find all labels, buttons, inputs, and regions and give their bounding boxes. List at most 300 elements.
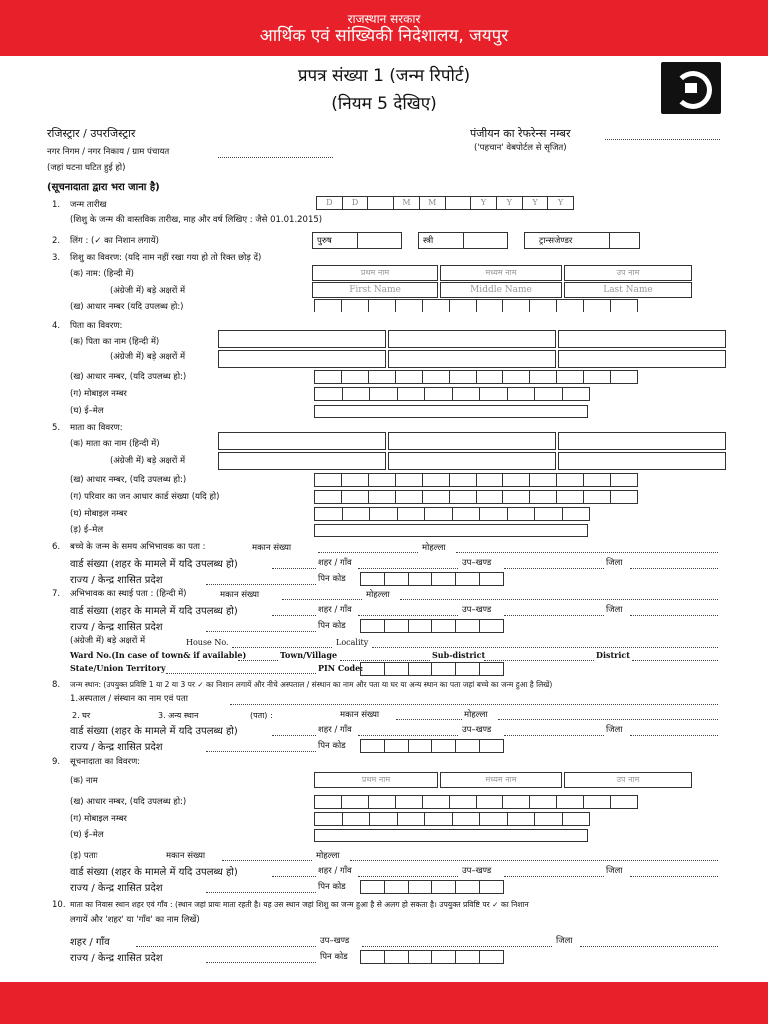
q6-district-field[interactable] [630,567,718,569]
mother-email-label: (ड़) ई–मेल [70,525,104,535]
grid-cell[interactable] [370,507,398,521]
grid-cell[interactable] [508,507,536,521]
q9-district-label: जिला [606,866,623,876]
grid-cell[interactable] [432,662,456,676]
q4-number: 4. [52,321,61,331]
grid-cell[interactable] [342,795,369,809]
father-email-field[interactable] [314,405,588,418]
reference-field[interactable] [605,138,720,140]
father-middle-hindi[interactable] [388,330,556,348]
grid-cell[interactable] [342,299,369,313]
mother-first-eng[interactable] [218,452,386,470]
q10-city-field[interactable] [136,945,316,947]
grid-cell[interactable] [396,473,423,487]
informant-mobile-label: (ग) मोबाइल नम्बर [70,814,127,824]
q9-mohalla-label: मोहल्ला [316,851,340,861]
grid-cell[interactable] [453,387,481,401]
grid-cell[interactable] [409,619,433,633]
grid-cell[interactable] [503,473,530,487]
grid-cell[interactable] [385,619,409,633]
q8-ward-label: वार्ड संख्या (शहर के मामले में यदि उपलब्ध हो) [70,726,238,737]
informant-fill-heading: (सूचनादाता द्वारा भरा जाना है) [47,182,160,193]
q9-subdivision-label: उप–खण्ड [462,866,492,876]
q6-subdivision-label: उप–खण्ड [462,558,492,568]
grid-cell[interactable] [611,473,638,487]
grid-cell[interactable] [385,880,409,894]
q8-pin-grid[interactable] [360,739,504,753]
grid-cell[interactable] [584,490,611,504]
logo-icon [661,62,721,114]
grid-cell[interactable] [314,387,343,401]
janaadhaar-label: (ग) परिवार का जन आधार कार्ड संख्या (यदि हो) [70,492,220,502]
grid-cell[interactable] [314,507,343,521]
grid-cell[interactable] [432,619,456,633]
grid-cell[interactable] [477,473,504,487]
q5-number: 5. [52,423,61,433]
q7-pin-grid[interactable] [360,619,504,633]
grid-cell[interactable] [425,507,453,521]
q9-subdivision-field[interactable] [504,875,604,877]
q1-number: 1. [52,200,61,210]
q6-label: बच्चे के जन्म के समय अभिभावक का पता : [70,542,206,552]
department-name: आर्थिक एवं सांख्यिकी निदेशालय, जयपुर [259,26,509,46]
date-cell[interactable] [446,196,472,210]
date-cell[interactable]: D [316,196,343,210]
mother-middle-eng[interactable] [388,452,556,470]
q7-town-eng-field[interactable] [340,659,430,661]
grid-cell[interactable] [477,795,504,809]
informant-address-label: (ड़) पताः [70,851,98,861]
grid-cell[interactable] [360,572,385,586]
date-cell[interactable]: Y [471,196,497,210]
grid-cell[interactable] [557,473,584,487]
grid-cell[interactable] [385,739,409,753]
q2-label: लिंग : (✓ का निशान लगायें) [70,236,159,246]
grid-cell[interactable] [425,812,453,826]
grid-cell[interactable] [423,370,450,384]
grid-cell[interactable] [557,370,584,384]
child-middle-name-hindi[interactable]: मध्यम नाम [440,265,562,281]
q7-town-eng-label: Town/Village [280,650,338,660]
father-middle-eng[interactable] [388,350,556,368]
grid-cell[interactable] [530,370,557,384]
grid-cell[interactable] [398,507,426,521]
grid-cell[interactable] [530,490,557,504]
q8-district-field[interactable] [630,734,718,736]
grid-cell[interactable] [508,387,536,401]
q6-house-field[interactable] [318,551,418,553]
grid-cell[interactable] [480,572,504,586]
grid-cell[interactable] [530,795,557,809]
grid-cell[interactable] [425,387,453,401]
grid-cell[interactable] [409,880,433,894]
grid-cell[interactable] [432,950,456,964]
grid-cell[interactable] [314,370,342,384]
grid-cell[interactable] [343,507,371,521]
q7-state-field[interactable] [206,630,316,632]
mother-last-eng[interactable] [558,452,726,470]
gender-female-box[interactable] [418,232,508,249]
grid-cell[interactable] [584,795,611,809]
grid-cell[interactable] [343,387,371,401]
child-name-hindi-label: (क) नाम: (हिन्दी में) [70,269,134,279]
q8-mohalla-field[interactable] [498,718,718,720]
q8-label: जन्म स्थान: (उपयुक्त प्रविष्टि 1 या 2 या 3 पर ✓ का निशान लगायें और नीचे अस्पताल / संस्थान का नाम और पता या घर या अन्य स्थान का पता जहां बच्चे का जन्म हुआ है लिखें) [70,680,553,689]
q7-house-eng-field[interactable] [232,646,332,648]
q8-other-label: 3. अन्य स्थान [158,711,199,720]
grid-cell[interactable] [456,662,480,676]
date-cell[interactable]: D [343,196,369,210]
q6-mohalla-field[interactable] [456,551,718,553]
father-mobile-grid[interactable] [314,387,590,401]
q7-city-field[interactable] [358,614,458,616]
q7-label: अभिभावक का स्थाई पता : (हिन्दी में) [70,589,187,599]
father-first-hindi[interactable] [218,330,386,348]
grid-cell[interactable] [563,507,591,521]
q9-house-label: मकान संख्या [166,851,206,861]
q10-subdivision-field[interactable] [362,945,552,947]
informant-name-label: (क) नाम [70,776,98,786]
grid-cell[interactable] [385,662,409,676]
father-mobile-label: (ग) मोबाइल नम्बर [70,389,127,399]
grid-cell[interactable] [398,812,426,826]
informant-middle-name[interactable]: मध्यम नाम [440,772,562,788]
grid-cell[interactable] [456,572,480,586]
grid-cell[interactable] [557,490,584,504]
grid-cell[interactable] [342,490,369,504]
grid-cell[interactable] [477,299,504,313]
grid-cell[interactable] [480,739,504,753]
child-last-name-hindi[interactable]: उप नाम [564,265,692,281]
grid-cell[interactable] [450,299,477,313]
q6-district-label: जिला [606,558,623,568]
q8-home-label: 2. घर [72,711,91,720]
grid-cell[interactable] [314,490,342,504]
q7-ward-label: वार्ड संख्या (शहर के मामले में यदि उपलब्ध हो) [70,606,238,617]
q9-ward-field[interactable] [272,875,316,877]
q9-city-label: शहर / गाँव [318,866,352,876]
q8-mohalla-label: मोहल्ला [464,710,488,720]
grid-cell[interactable] [432,880,456,894]
grid-cell[interactable] [530,473,557,487]
grid-cell[interactable] [370,387,398,401]
q5-label: माता का विवरण: [70,423,123,433]
grid-cell[interactable] [360,739,385,753]
grid-cell[interactable] [409,950,433,964]
q9-district-field[interactable] [630,875,718,877]
grid-cell[interactable] [396,299,423,313]
grid-cell[interactable] [456,950,480,964]
q8-house-field[interactable] [396,718,462,720]
grid-cell[interactable] [611,490,638,504]
q7-pin-eng-grid[interactable] [360,662,504,676]
mother-aadhaar-label: (ख) आधार नम्बर, (यदि उपलब्ध हो:) [70,475,187,485]
grid-cell[interactable] [453,507,481,521]
q6-state-label: राज्य / केन्द्र शासित प्रदेश [70,575,163,586]
q7-ward-eng-label: Ward No.(In case of town& if available) [70,650,247,660]
grid-cell[interactable] [530,299,557,313]
q10-label2: लगायें और 'शहर' या 'गाँव' का नाम लिखें) [70,915,200,925]
grid-cell[interactable] [456,739,480,753]
grid-cell[interactable] [398,387,426,401]
q9-house-field[interactable] [222,859,312,861]
gender-trans-label: ट्रान्सजेण्डर [539,236,573,246]
grid-cell[interactable] [369,473,396,487]
grid-cell[interactable] [480,387,508,401]
q8-hospital-field[interactable] [230,703,718,705]
grid-cell[interactable] [369,299,396,313]
child-last-name-eng[interactable]: Last Name [564,282,692,298]
grid-cell[interactable] [450,795,477,809]
q8-ward-field[interactable] [272,734,316,736]
date-cell[interactable]: Y [497,196,523,210]
grid-cell[interactable] [535,812,563,826]
grid-cell[interactable] [557,299,584,313]
q10-district-label: जिला [556,936,573,946]
grid-cell[interactable] [423,299,450,313]
grid-cell[interactable] [480,507,508,521]
father-first-eng[interactable] [218,350,386,368]
mother-aadhaar-grid[interactable] [314,473,638,487]
q10-district-field[interactable] [580,945,718,947]
grid-cell[interactable] [503,370,530,384]
gender-male-box[interactable] [312,232,402,249]
q7-state-eng-field[interactable] [166,672,316,674]
grid-cell[interactable] [423,473,450,487]
grid-cell[interactable] [409,572,433,586]
q7-house-field[interactable] [282,598,362,600]
informant-email-field[interactable] [314,829,588,842]
grid-cell[interactable] [396,490,423,504]
grid-cell[interactable] [370,812,398,826]
grid-cell[interactable] [535,387,563,401]
q9-city-field[interactable] [358,875,458,877]
janaadhaar-grid[interactable] [314,490,638,504]
q10-number: 10. [52,900,66,910]
q9-state-field[interactable] [206,891,316,893]
grid-cell[interactable] [480,950,504,964]
q7-ward-eng-field[interactable] [238,659,278,661]
father-name-eng-label: (अंग्रेजी में) बड़े अक्षरों में [110,352,186,362]
q6-number: 6. [52,542,61,552]
grid-cell[interactable] [369,490,396,504]
grid-cell[interactable] [508,812,536,826]
informant-last-name[interactable]: उप नाम [564,772,692,788]
grid-cell[interactable] [584,299,611,313]
mother-name-eng-label: (अंग्रेजी में) बड़े अक्षरों में [110,456,186,466]
grid-cell[interactable] [342,473,369,487]
grid-cell[interactable] [314,299,342,313]
grid-cell[interactable] [409,739,433,753]
child-aadhaar-grid[interactable] [314,299,638,313]
pehchaan-note: ('पहचान' वेबपोर्टल से सृजित) [474,143,567,153]
q6-pin-label: पिन कोड [318,574,346,584]
q9-state-label: राज्य / केन्द्र शासित प्रदेश [70,883,163,894]
grid-cell[interactable] [450,473,477,487]
q7-house-eng-label: House No. [186,638,229,647]
informant-aadhaar-grid[interactable] [314,795,638,809]
municipal-field[interactable] [218,156,333,158]
q6-pin-grid[interactable] [360,572,504,586]
q6-subdivision-field[interactable] [504,567,604,569]
header-banner [0,0,768,56]
grid-cell[interactable] [611,370,638,384]
q6-state-field[interactable] [206,583,316,585]
grid-cell[interactable] [477,370,504,384]
q6-city-field[interactable] [358,567,458,569]
q8-house-label: मकान संख्या [340,710,380,720]
q9-number: 9. [52,757,61,767]
grid-cell[interactable] [385,572,409,586]
grid-cell[interactable] [314,795,342,809]
q10-pin-label: पिन कोड [320,952,348,962]
q6-house-label: मकान संख्या [252,543,292,553]
mother-middle-hindi[interactable] [388,432,556,450]
q8-state-label: राज्य / केन्द्र शासित प्रदेश [70,742,163,753]
grid-cell[interactable] [480,662,504,676]
q7-mohalla-field[interactable] [400,598,718,600]
q10-label: माता का निवास स्थान शहर एवं गाँव : (स्थान जहां प्रायः माता रहती है। यह उस स्थान जहां शिशु का जन्म हुआ है से अलग हो सकता है। उपयुक्त प्रविष्टि पर ✓ का निशान [70,900,529,909]
grid-cell[interactable] [396,795,423,809]
q10-pin-grid[interactable] [360,950,504,964]
q7-locality-eng-field[interactable] [372,646,718,648]
grid-cell[interactable] [503,299,530,313]
q10-state-field[interactable] [206,961,316,963]
q8-subdivision-label: उप–खण्ड [462,725,492,735]
grid-cell[interactable] [453,812,481,826]
grid-cell[interactable] [369,370,396,384]
q8-hospital-label: 1.अस्पताल / संस्थान का नाम एवं पता [70,694,188,704]
q7-district-field[interactable] [630,614,718,616]
q7-mohalla-label: मोहल्ला [366,590,390,600]
grid-cell[interactable] [423,795,450,809]
grid-cell[interactable] [477,490,504,504]
grid-cell[interactable] [314,473,342,487]
q7-district-label: जिला [606,605,623,615]
grid-cell[interactable] [343,812,371,826]
grid-cell[interactable] [563,812,591,826]
date-cell[interactable]: Y [523,196,549,210]
q10-state-label: राज्य / केन्द्र शासित प्रदेश [70,953,163,964]
registrar-label: रजिस्ट्रार / उपरजिस्ट्रार [47,127,136,140]
informant-mobile-grid[interactable] [314,812,590,826]
q7-ward-field[interactable] [272,614,316,616]
father-email-label: (घ) ई–मेल [70,406,104,416]
q7-subdistrict-eng-field[interactable] [484,659,594,661]
grid-cell[interactable] [563,387,591,401]
grid-cell[interactable] [584,473,611,487]
mother-first-hindi[interactable] [218,432,386,450]
informant-first-name[interactable]: प्रथम नाम [314,772,438,788]
reference-label: पंजीयन का रेफरेन्स नम्बर [470,127,571,140]
date-cell[interactable]: M [394,196,420,210]
grid-cell[interactable] [503,795,530,809]
gender-female-label: स्त्री [423,236,434,246]
grid-cell[interactable] [360,950,385,964]
grid-cell[interactable] [423,490,450,504]
grid-cell[interactable] [557,795,584,809]
grid-cell[interactable] [450,490,477,504]
birth-date-grid[interactable] [316,196,574,210]
grid-cell[interactable] [456,880,480,894]
child-first-name-eng[interactable]: First Name [312,282,438,298]
grid-cell[interactable] [360,662,385,676]
father-name-hindi-label: (क) पिता का नाम (हिन्दी में) [70,337,160,347]
govt-name: राजस्थान सरकार [347,12,421,26]
date-cell[interactable] [368,196,394,210]
grid-cell[interactable] [611,299,638,313]
grid-cell[interactable] [450,370,477,384]
q6-city-label: शहर / गाँव [318,558,352,568]
grid-cell[interactable] [385,950,409,964]
q7-subdivision-field[interactable] [504,614,604,616]
gender-trans-box[interactable] [524,232,640,249]
grid-cell[interactable] [342,370,369,384]
father-aadhaar-grid[interactable] [314,370,638,384]
form-title: प्रपत्र संख्या 1 (जन्म रिपोर्ट) [297,66,471,86]
q8-number: 8. [52,680,61,690]
grid-cell[interactable] [480,812,508,826]
child-first-name-hindi[interactable]: प्रथम नाम [312,265,438,281]
grid-cell[interactable] [584,370,611,384]
grid-cell[interactable] [480,880,504,894]
q7-subdistrict-eng-label: Sub-district [432,650,486,660]
q8-state-field[interactable] [206,750,316,752]
q7-city-label: शहर / गाँव [318,605,352,615]
q8-city-field[interactable] [358,734,458,736]
form-rule: (नियम 5 देखिए) [331,94,437,114]
grid-cell[interactable] [360,619,385,633]
grid-cell[interactable] [480,619,504,633]
grid-cell[interactable] [432,572,456,586]
father-last-hindi[interactable] [558,330,726,348]
q9-pin-label: पिन कोड [318,882,346,892]
grid-cell[interactable] [456,619,480,633]
child-aadhaar-label: (ख) आधार नम्बर (यदि उपलब्ध हो:) [70,302,184,312]
date-cell[interactable]: M [420,196,446,210]
grid-cell[interactable] [503,490,530,504]
grid-cell[interactable] [432,739,456,753]
grid-cell[interactable] [535,507,563,521]
q6-ward-field[interactable] [272,567,316,569]
grid-cell[interactable] [396,370,423,384]
child-middle-name-eng[interactable]: Middle Name [440,282,562,298]
q9-pin-grid[interactable] [360,880,504,894]
grid-cell[interactable] [409,662,433,676]
q9-mohalla-field[interactable] [350,859,718,861]
mother-mobile-grid[interactable] [314,507,590,521]
grid-cell[interactable] [611,795,638,809]
grid-cell[interactable] [314,812,343,826]
grid-cell[interactable] [369,795,396,809]
grid-cell[interactable] [360,880,385,894]
child-name-eng-label: (अंग्रेजी में) बड़े अक्षरों में [110,286,186,296]
q9-label: सूचनादाता का विवरण: [70,757,141,767]
q2-number: 2. [52,236,61,246]
q8-district-label: जिला [606,725,623,735]
q7-district-eng-field[interactable] [632,659,718,661]
q1-hint: (शिशु के जन्म की वास्तविक तारीख, माह और वर्ष लिखिए : जैसे 01.01.2015) [70,215,323,225]
q10-subdivision-label: उप–खण्ड [320,936,350,946]
q8-subdivision-field[interactable] [504,734,604,736]
date-cell[interactable]: Y [548,196,574,210]
q7-eng-caps-label: (अंग्रेजी में) बड़े अक्षरों में [70,636,146,646]
mother-email-field[interactable] [314,524,588,537]
q9-ward-label: वार्ड संख्या (शहर के मामले में यदि उपलब्ध हो) [70,867,238,878]
mother-last-hindi[interactable] [558,432,726,450]
q3-label: शिशु का विवरण: (यदि नाम नहीं रखा गया हो तो रिक्त छोड़ दें) [70,253,262,263]
father-last-eng[interactable] [558,350,726,368]
